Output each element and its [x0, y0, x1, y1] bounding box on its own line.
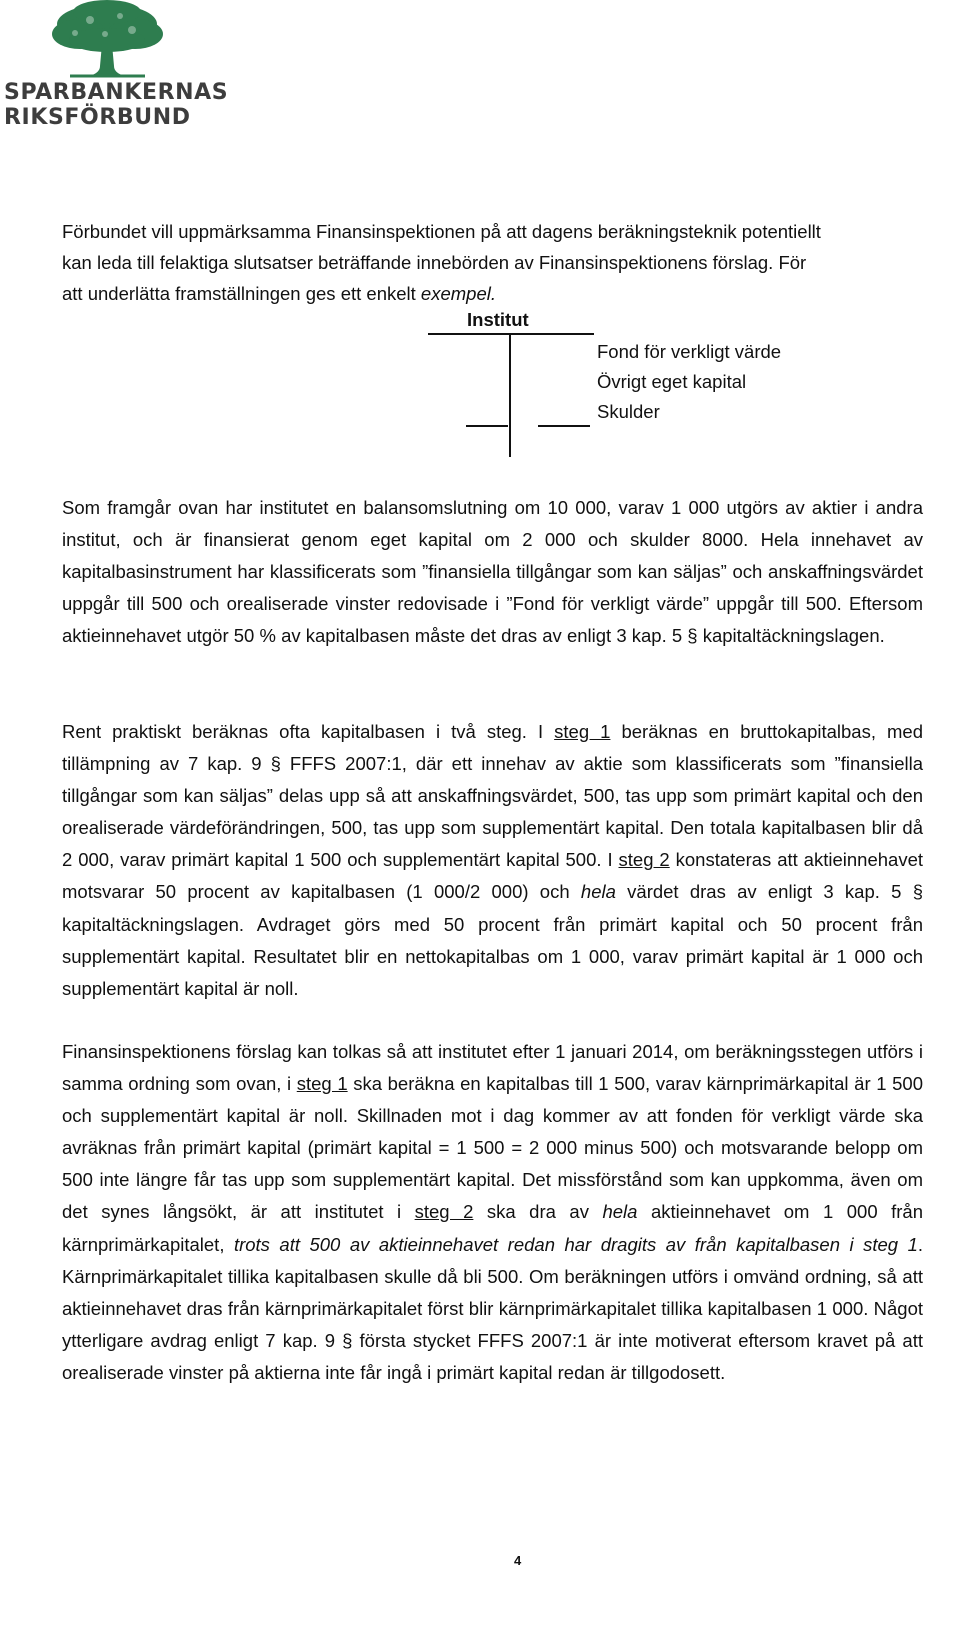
logo-line1: SPARBANKERNAS: [4, 80, 229, 105]
underlined-term: steg 1: [296, 1073, 348, 1095]
text-run: värdet dras av enligt 3 kap. 5 § kapitaltäckningslagen. Avdraget görs med 50 procent från primärt kapital och 50 procent från supplementärt kapital. Resultatet blir en nettokapitalbas om 1 000, varav primärt kapital är 1 000 och supplementärt kapital är noll.: [62, 881, 923, 999]
text-run: konstateras att aktieinnehavet motsvarar 50 procent av kapitalbasen (1 000/2 000) och: [62, 849, 923, 903]
row-right-label: Övrigt eget kapital: [597, 371, 747, 392]
logo-line2: RIKSFÖRBUND: [4, 105, 191, 130]
intro-text: att underlätta framställningen ges ett enkelt: [62, 283, 421, 304]
italic-term: hela: [580, 881, 616, 903]
text-run: Finansinspektionens förslag kan tolkas så att institutet efter 1 januari 2014, om beräkningsstegen utförs i samma ordning som ovan, i: [62, 1041, 923, 1095]
italic-phrase: trots att 500 av aktieinnehavet redan har dragits av från kapitalbasen i steg 1: [233, 1233, 918, 1255]
row-right-label: Skulder: [597, 401, 660, 422]
table-title: Institut: [467, 309, 529, 330]
intro-line: kan leda till felaktiga slutsatser beträffande innebörden av Finansinspektionens förslag. För: [62, 252, 807, 273]
underlined-term: steg 2: [414, 1201, 474, 1223]
row-right-label: Fond för verkligt värde: [597, 341, 782, 362]
body-paragraph-2: [62, 716, 923, 1005]
italic-term: hela: [602, 1201, 638, 1223]
body-paragraph-3: [62, 1036, 923, 1389]
sparbankernas-logo: [0, 0, 229, 135]
intro-emphasis: exempel.: [420, 283, 496, 304]
intro-line: [62, 278, 960, 309]
underlined-term: steg 1: [554, 721, 611, 742]
intro-line: Förbundet vill uppmärksamma Finansinspektionen på att dagens beräkningsteknik potentiellt: [62, 221, 821, 242]
text-run: . Kärnprimärkapitalet tillika kapitalbasen skulle då bli 500. Om beräkningen utförs i omvänd ordning, så att aktieinnehavet dras från kärnprimärkapitalet först blir kärnprimärkapitalet tillika kapitalbasen 1 000. Något ytterligare avdrag enligt 7 kap. 9 § första stycket FFFS 2007:1 är inte motiverat eftersom kravet på att orealiserade vinster på aktierna inte får ingå i primärt kapital redan är tillgodosett.: [62, 1233, 923, 1383]
intro-paragraph: [62, 216, 960, 309]
text-run: ska dra av: [473, 1201, 603, 1223]
page-number: 4: [514, 1553, 522, 1568]
subtotal-rule-right: [538, 425, 590, 427]
oak-tree-icon: [50, 0, 165, 80]
text-run: ska beräkna en kapitalbas till 1 500, varav kärnprimärkapital är 1 500 och supplementärt kapital är noll. Skillnaden mot i dag kommer av att fonden för verkligt värde ska avräknas från primärt kapital (primärt kapital = 1 500 = 2 000 minus 500) och motsvarande belopp om 500 inte längre får tas upp som supplementärt kapital. Det missförstånd som kan uppkomma, även om det synes långsökt, är att institutet i: [62, 1073, 923, 1223]
text-run: aktieinnehavet om 1 000 från kärnprimärkapitalet,: [62, 1201, 923, 1255]
paragraph-text: [62, 716, 923, 1005]
underlined-term: steg 2: [618, 849, 670, 871]
body-paragraph-1: [62, 492, 923, 652]
text-run: beräknas en bruttokapitalbas, med tillämpning av 7 kap. 9 § FFFS 2007:1, där ett innehav av aktie som klassificerats som ”finansiella tillgångar som kan säljas” delas upp så att anskaffningsvärdet, 500, tas upp som primärt kapital och den orealiserade värdeförändringen, 500, tas upp som supplementärt kapital. Den totala kapitalbasen blir då 2 000, varav primärt kapital 1 500 och supplementärt kapital 500. I: [62, 721, 923, 871]
table-center-rule: [509, 333, 511, 457]
subtotal-rule-left: [466, 425, 508, 427]
table-top-rule: [428, 333, 594, 335]
paragraph-text: [62, 1036, 923, 1389]
paragraph-text: Som framgår ovan har institutet en balansomslutning om 10 000, varav 1 000 utgörs av aktier i andra institut, och är finansierat genom eget kapital om 2 000 och skulder 8000. Hela innehavet av kapitalbasinstrument har klassificerats som ”finansiella tillgångar som kan säljas” och anskaffningsvärdet uppgår till 500 och orealiserade vinster redovisade i ”Fond för verkligt värde” uppgår till 500. Eftersom aktieinnehavet utgör 50 % av kapitalbasen måste det dras av enligt 3 kap. 5 § kapitaltäckningslagen.: [62, 497, 923, 647]
text-run: Rent praktiskt beräknas ofta kapitalbasen i två steg. I: [62, 721, 555, 742]
